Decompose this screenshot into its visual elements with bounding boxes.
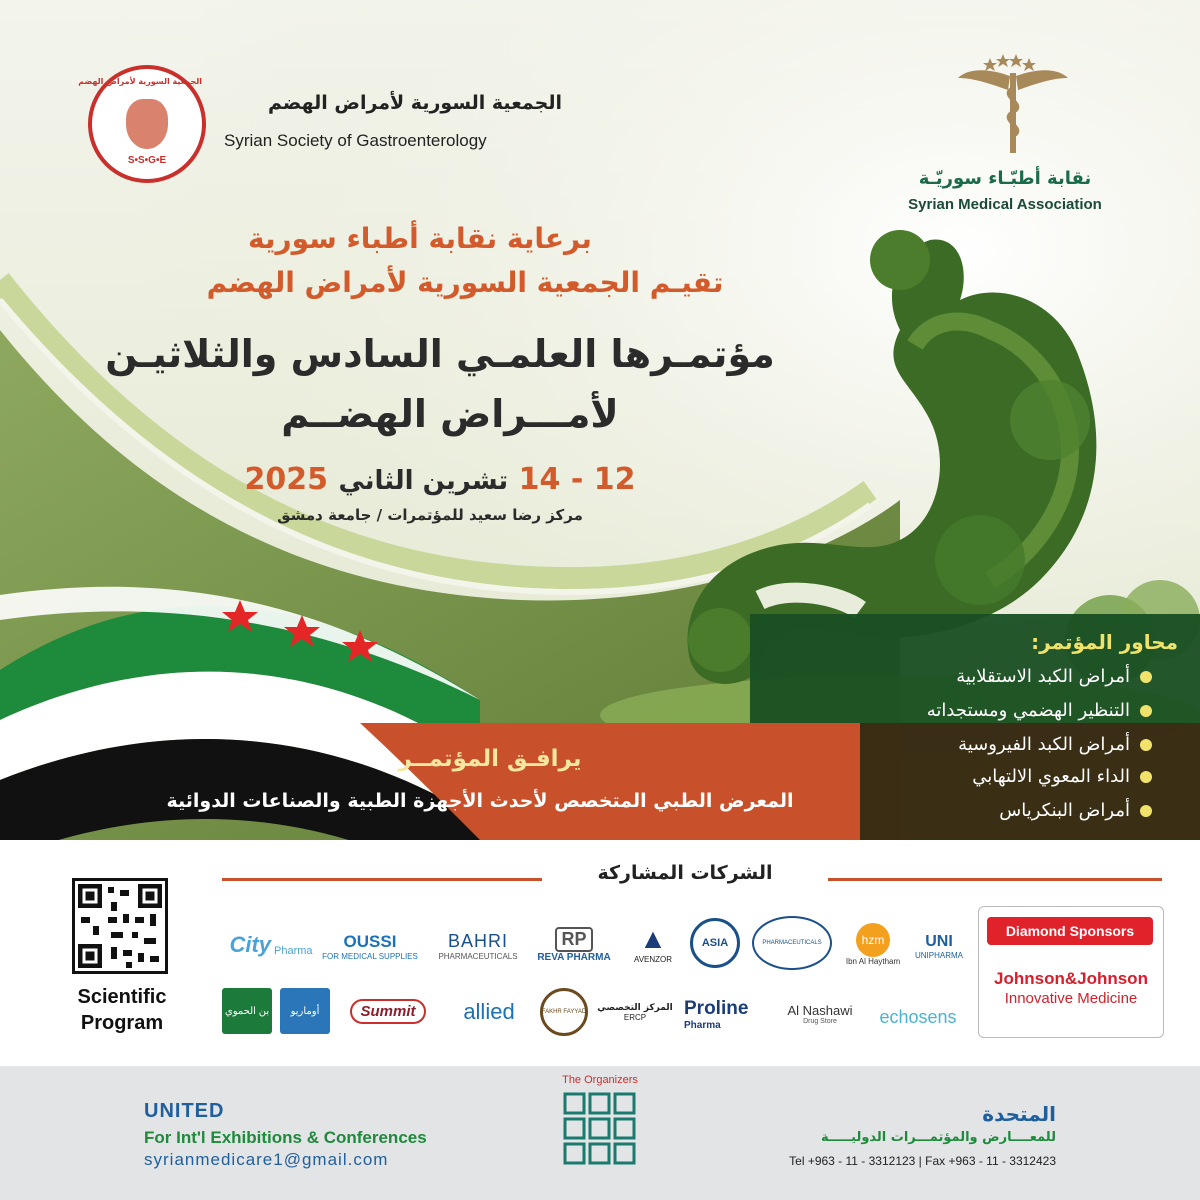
united-tagline-ar: للمعــــارض والمؤتمـــرات الدوليـــــة	[821, 1130, 1056, 1145]
omario-logo: أوماريو	[280, 988, 330, 1034]
date-month: تشرين الثاني	[338, 466, 509, 496]
ibn-al-haytham-logo: hzm Ibn Al Haytham	[840, 914, 906, 974]
innovative-medicine-text: Innovative Medicine	[1004, 990, 1138, 1007]
sma-name-ar: نقابة أطبّـاء سوريّـة	[918, 168, 1092, 189]
conference-date	[240, 462, 640, 497]
topic-item: التنظير الهضمي ومستجداته	[927, 700, 1152, 721]
al-nashawi-logo: Al Nashawi Drug Store	[787, 1003, 853, 1025]
united-grid-logo	[563, 1092, 637, 1166]
topic-item: أمراض البنكرياس	[999, 800, 1152, 821]
ercp-center-logo: المركز التخصصي ERCP	[597, 1002, 673, 1022]
exhibition-description: المعرض الطبي المتخصص لأحدث الأجهزة الطبية والصناعات الدوائية	[166, 790, 794, 812]
united-name-en: UNITED	[144, 1100, 225, 1122]
summit-logo: Summit	[338, 990, 438, 1032]
ben-hamawi-logo: بن الحموي	[222, 988, 272, 1034]
diamond-sponsor-box	[978, 906, 1164, 1038]
sma-name-en: Syrian Medical Association	[908, 196, 1102, 213]
organizers-label: The Organizers	[562, 1074, 638, 1086]
bahri-logo: BAHRI PHARMACEUTICALS	[438, 931, 518, 961]
ssge-name-ar: الجمعية السورية لأمراض الهضم	[267, 92, 562, 114]
date-year: 2025	[244, 462, 328, 497]
reva-pharma-logo: RP REVA PHARMA	[537, 929, 611, 963]
bullet-icon	[1140, 705, 1152, 717]
topic-item: أمراض الكبد الاستقلابية	[956, 666, 1152, 687]
pharmaceuticals-logo: PHARMACEUTICALS	[752, 916, 832, 970]
title-line-2: تقيـم الجمعية السورية لأمراض الهضم	[206, 266, 724, 299]
qr-code[interactable]	[72, 878, 168, 974]
caduceus-icon	[958, 48, 1068, 158]
venue: مركز رضا سعيد للمؤتمرات / جامعة دمشق	[277, 506, 583, 524]
stomach-icon	[126, 99, 168, 149]
organizer-email[interactable]: syrianmedicare1@gmail.com	[144, 1150, 389, 1169]
heading-rule-left	[222, 878, 542, 881]
qr-label-2: Program	[80, 1012, 164, 1034]
echosens-logo: echosens	[879, 1006, 957, 1027]
united-tagline-en: For Int'l Exhibitions & Conferences	[144, 1128, 427, 1147]
bullet-icon	[1140, 805, 1152, 817]
qr-code-icon	[75, 881, 165, 971]
date-range: 12 - 14	[518, 462, 636, 497]
asia-logo: ASIA	[690, 918, 740, 968]
title-line-1: برعاية نقابة أطباء سورية	[248, 222, 592, 255]
organizer-phone: Tel +963 - 11 - 3312123 | Fax +963 - 11 - 3312423	[789, 1154, 1056, 1168]
unipharma-logo: UNI UNIPHARMA	[914, 932, 963, 960]
bullet-icon	[1140, 771, 1152, 783]
ssge-seal-logo	[78, 65, 206, 183]
avenzor-logo: ▲ AVENZOR	[633, 922, 673, 964]
fakhr-fayyad-logo: FAKHR FAYYAD	[540, 988, 588, 1036]
johnson-johnson-logo: Johnson&Johnson	[994, 969, 1148, 988]
oussi-logo: OUSSI FOR MEDICAL SUPPLIES	[322, 931, 418, 961]
topic-item: الداء المعوي الالتهابي	[972, 766, 1152, 787]
title-line-4: لأمـــراض الهضــم	[281, 392, 619, 436]
proline-pharma-logo: Proline Pharma	[684, 997, 749, 1031]
qr-label-1: Scientific	[77, 986, 167, 1008]
sponsors-heading: الشركات المشاركة	[597, 862, 773, 884]
title-line-3: مؤتمـرها العلمـي السادس والثلاثيـن	[105, 332, 775, 376]
footer	[0, 1066, 1200, 1200]
city-pharma-logo: City Pharma	[229, 932, 313, 957]
heading-rule-right	[828, 878, 1162, 881]
exhibition-heading: يرافـق المؤتمــر	[398, 746, 582, 772]
bullet-icon	[1140, 671, 1152, 683]
bullet-icon	[1140, 739, 1152, 751]
ssge-name-en: Syrian Society of Gastroenterology	[224, 131, 487, 150]
united-name-ar: المتحدة	[982, 1102, 1056, 1126]
diamond-label: Diamond Sponsors	[987, 917, 1153, 945]
allied-logo: allied	[463, 999, 515, 1024]
ssge-seal-text: الجمعية السورية لأمراض الهضم	[78, 77, 202, 86]
ssge-seal-letters: S•S•G•E	[127, 155, 167, 166]
topic-item: أمراض الكبد الفيروسية	[958, 734, 1152, 755]
topics-heading: محاور المؤتمر:	[1031, 630, 1178, 654]
